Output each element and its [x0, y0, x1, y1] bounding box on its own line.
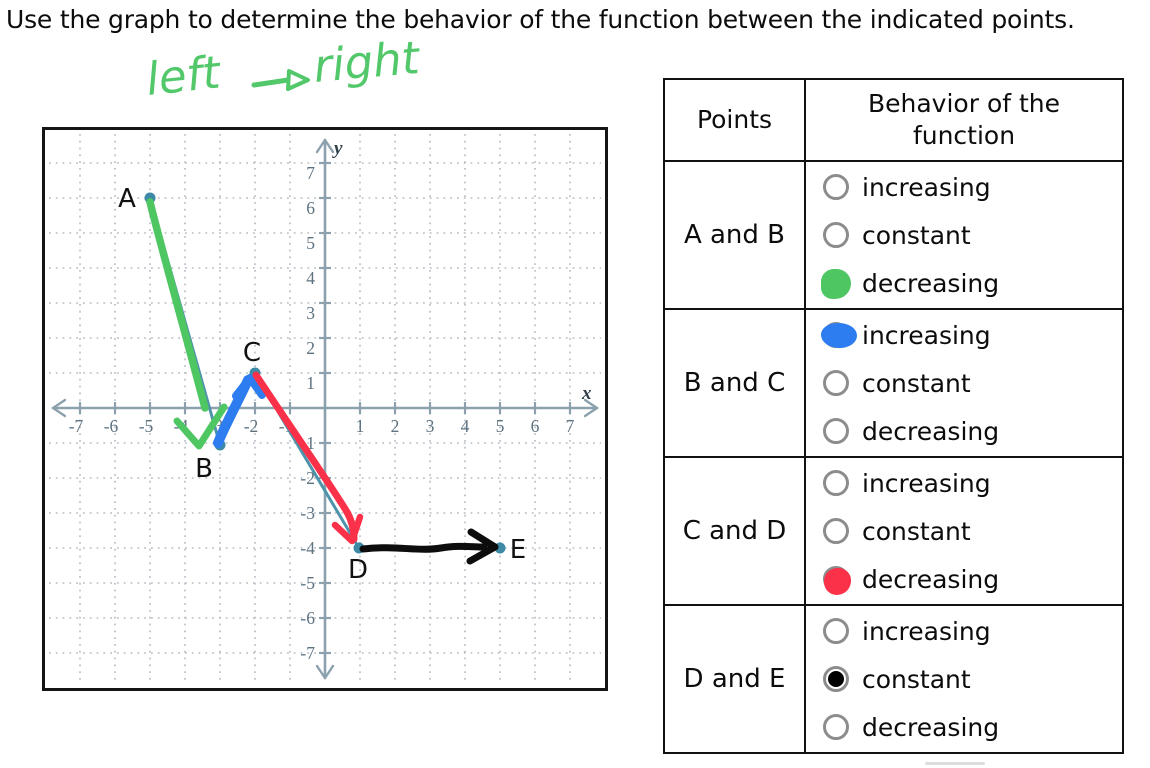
radio-b-and-c-decreasing[interactable] — [823, 418, 849, 444]
column-header-behavior-text: Behavior of the function — [867, 88, 1061, 150]
option-label: increasing — [862, 468, 991, 498]
graph-panel — [42, 127, 608, 691]
option-label: decreasing — [862, 416, 1000, 446]
handwritten-annotation — [140, 20, 460, 125]
option-label: constant — [862, 368, 971, 398]
page-edge-artifact — [925, 762, 985, 765]
y-tick-label: -5 — [300, 573, 315, 593]
option-c-and-d-decreasing — [823, 566, 1122, 593]
table-row — [664, 161, 1123, 309]
point-b-label: B — [195, 454, 213, 484]
x-tick-label: -2 — [243, 416, 259, 436]
x-tick-label: -1 — [278, 416, 294, 436]
option-label: decreasing — [862, 268, 1000, 298]
y-tick-label: -2 — [300, 468, 315, 488]
option-label: constant — [862, 516, 971, 546]
points-cell-b-and-c: B and C — [664, 309, 805, 457]
radio-b-and-c-increasing[interactable] — [823, 322, 849, 348]
y-tick-label: -1 — [300, 433, 315, 453]
column-header-behavior — [805, 79, 1123, 161]
radio-d-and-e-increasing[interactable] — [823, 618, 849, 644]
option-label: decreasing — [862, 564, 1000, 594]
point-e-label: E — [509, 535, 527, 565]
radio-d-and-e-decreasing[interactable] — [823, 714, 849, 740]
table-row — [664, 605, 1123, 753]
black-marker-arrow-d-to-e — [363, 532, 495, 561]
y-tick-label: 2 — [306, 338, 315, 358]
x-tick-label: 3 — [425, 416, 435, 436]
radio-b-and-c-constant[interactable] — [823, 370, 849, 396]
x-tick-label: -4 — [173, 416, 189, 436]
x-tick-label: 1 — [355, 416, 365, 436]
marker-fill-blue — [821, 323, 857, 348]
tick-labels — [69, 163, 575, 663]
y-tick-label: 1 — [306, 373, 315, 393]
option-label: increasing — [862, 616, 991, 646]
x-tick-label: -3 — [208, 416, 224, 436]
y-tick-label: -6 — [300, 608, 315, 628]
option-a-and-b-increasing — [823, 174, 1122, 201]
option-d-and-e-increasing — [823, 618, 1122, 645]
option-a-and-b-constant — [823, 222, 1122, 249]
option-b-and-c-increasing — [823, 322, 1122, 349]
radio-c-and-d-constant[interactable] — [823, 518, 849, 544]
handwritten-word-left: left — [143, 45, 223, 106]
y-tick-label: 7 — [306, 163, 315, 183]
option-label: increasing — [862, 172, 991, 202]
y-tick-label: 5 — [306, 233, 315, 253]
y-tick-label: 3 — [306, 303, 315, 323]
option-d-and-e-constant — [823, 666, 1122, 693]
question-title: Use the graph to determine the behavior of the function between the indicated points. — [6, 5, 1075, 34]
x-tick-label: -6 — [103, 416, 119, 436]
option-c-and-d-constant — [823, 518, 1122, 545]
point-c-label: C — [242, 338, 262, 368]
y-axis-label: y — [334, 138, 343, 159]
x-tick-label: -5 — [138, 416, 154, 436]
option-c-and-d-increasing — [823, 470, 1122, 497]
column-header-points: Points — [664, 79, 805, 161]
x-axis-label: x — [582, 383, 592, 404]
point-d-label: D — [347, 555, 369, 585]
x-tick-label: 6 — [530, 416, 540, 436]
option-a-and-b-decreasing — [823, 270, 1122, 297]
marker-fill-black — [828, 671, 844, 687]
points-cell-c-and-d: C and D — [664, 457, 805, 605]
table-row — [664, 457, 1123, 605]
y-tick-label: -3 — [300, 503, 315, 523]
marker-fill-green — [821, 269, 851, 299]
point-a-label: A — [118, 184, 136, 214]
marker-fill-red — [824, 568, 851, 595]
option-b-and-c-constant — [823, 370, 1122, 397]
radio-a-and-b-decreasing[interactable] — [823, 270, 849, 296]
handwritten-word-right: right — [311, 30, 422, 93]
points-cell-d-and-e: D and E — [664, 605, 805, 753]
handwritten-arrow-icon — [254, 71, 308, 89]
x-tick-label: 7 — [565, 416, 575, 436]
y-tick-label: 4 — [306, 268, 315, 288]
radio-d-and-e-constant[interactable] — [823, 666, 849, 692]
answer-table — [663, 78, 1124, 754]
radio-c-and-d-increasing[interactable] — [823, 470, 849, 496]
option-b-and-c-decreasing — [823, 418, 1122, 445]
radio-a-and-b-increasing[interactable] — [823, 174, 849, 200]
points-cell-a-and-b: A and B — [664, 161, 805, 309]
option-label: increasing — [862, 320, 991, 350]
option-label: constant — [862, 664, 971, 694]
option-d-and-e-decreasing — [823, 714, 1122, 741]
option-label: constant — [862, 220, 971, 250]
option-label: decreasing — [862, 712, 1000, 742]
y-tick-label: -4 — [300, 538, 315, 558]
x-tick-label: 4 — [460, 416, 470, 436]
x-tick-label: 2 — [390, 416, 400, 436]
table-row — [664, 309, 1123, 457]
radio-c-and-d-decreasing[interactable] — [823, 566, 849, 592]
coordinate-graph — [45, 130, 605, 688]
y-tick-label: 6 — [306, 198, 315, 218]
radio-a-and-b-constant[interactable] — [823, 222, 849, 248]
axes — [53, 140, 597, 678]
x-tick-label: -7 — [68, 416, 84, 436]
x-tick-label: 5 — [495, 416, 505, 436]
y-tick-label: -7 — [300, 643, 315, 663]
